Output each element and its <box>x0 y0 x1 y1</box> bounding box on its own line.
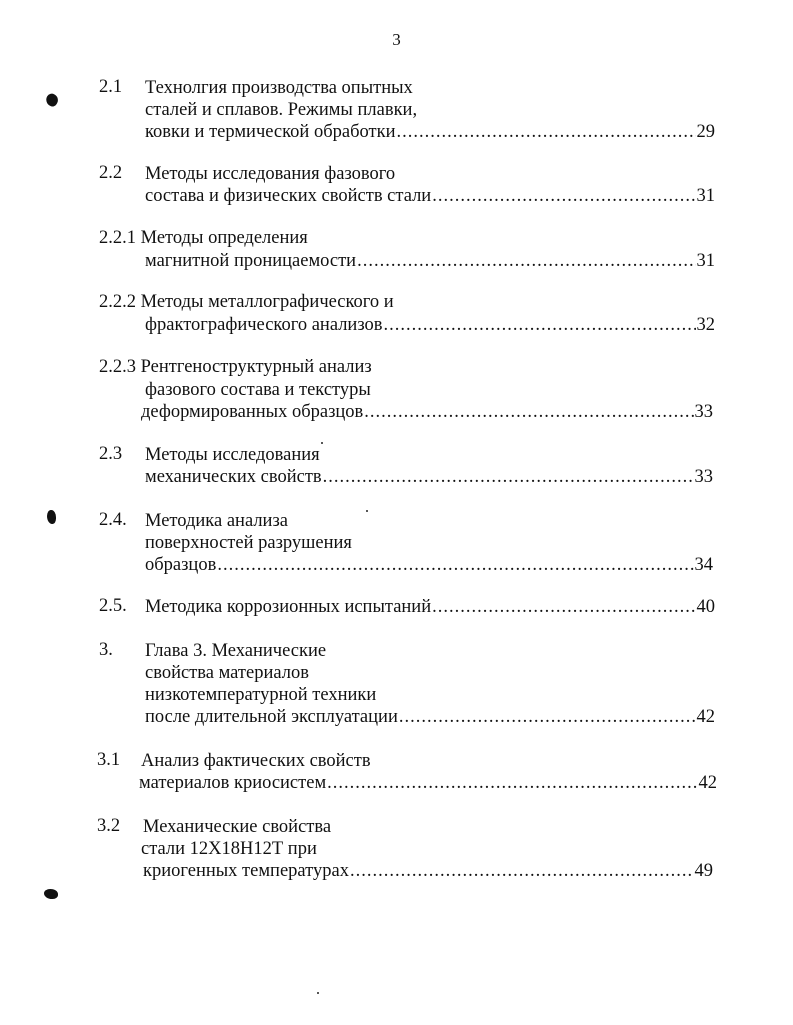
section-heading: 2.2.2 Методы металлографического и <box>99 292 394 312</box>
page-ref: 40 <box>696 597 715 617</box>
entry-title-line: Механические свойства <box>143 817 332 837</box>
entry-leader-line <box>145 466 713 488</box>
entry-title-last: фрактографического анализов <box>145 315 383 335</box>
entry-leader-line <box>145 185 715 207</box>
entry-title-last: Методика коррозионных испытаний <box>145 597 432 617</box>
section-number: 2.1 <box>99 77 123 97</box>
entry-title-last: состава и физических свойств стали <box>145 186 432 206</box>
entry-title-line: фазового состава и текстуры <box>145 380 371 400</box>
ink-blot <box>47 510 56 524</box>
page-number: 3 <box>392 30 401 49</box>
section-number: 2.5. <box>99 596 127 616</box>
entry-title-line: сталей и сплавов. Режимы плавки, <box>145 100 418 120</box>
entry-title-line: низкотемпературной техники <box>145 685 377 705</box>
entry-title-line: Методы исследования фазового <box>145 164 396 184</box>
entry-title-last: деформированных образцов <box>141 402 364 422</box>
dot-leader <box>384 314 696 336</box>
entry-title-last: механических свойств <box>145 467 322 487</box>
section-number: 3. <box>99 640 113 660</box>
entry-leader-line <box>145 121 715 143</box>
section-heading: 2.2.1 Методы определения <box>99 228 308 248</box>
ink-blot <box>44 889 58 899</box>
page-ref: 42 <box>698 773 717 793</box>
scan-speck <box>321 442 323 444</box>
dot-leader <box>432 185 695 207</box>
entry-title-last: образцов <box>145 555 217 575</box>
page-ref: 34 <box>694 555 713 575</box>
entry-title-last: после длительной эксплуатации <box>145 707 398 727</box>
page-ref: 33 <box>694 402 713 422</box>
dot-leader <box>350 860 694 882</box>
entry-title-line: свойства материалов <box>145 663 309 683</box>
section-number: 2.4. <box>99 510 127 530</box>
dot-leader <box>399 706 696 728</box>
entry-title-line: Методика анализа <box>145 511 288 531</box>
dot-leader <box>327 772 697 794</box>
entry-leader-line <box>145 706 715 728</box>
scan-speck <box>317 992 319 994</box>
dot-leader <box>217 554 693 576</box>
dot-leader <box>396 121 695 143</box>
page-ref: 31 <box>696 251 715 271</box>
entry-leader-line <box>143 860 713 882</box>
section-heading: 2.2.3 Рентгеноструктурный анализ <box>99 357 372 377</box>
page-ref: 42 <box>696 707 715 727</box>
entry-leader-line <box>145 596 715 618</box>
dot-leader <box>432 596 695 618</box>
entry-title-last: материалов криосистем <box>139 773 327 793</box>
entry-leader-line <box>145 314 715 336</box>
page-ref: 32 <box>696 315 715 335</box>
section-number: 2.2 <box>99 163 123 183</box>
entry-title-line: стали 12Х18Н12Т при <box>141 839 317 859</box>
page-ref: 33 <box>694 467 713 487</box>
entry-title-last: ковки и термической обработки <box>145 122 396 142</box>
section-number: 3.1 <box>97 750 121 770</box>
page-ref: 49 <box>694 861 713 881</box>
entry-leader-line <box>141 401 713 423</box>
entry-leader-line <box>139 772 717 794</box>
page-ref: 31 <box>696 186 715 206</box>
entry-title-line: поверхностей разрушения <box>145 533 352 553</box>
scan-speck <box>366 510 368 512</box>
entry-title-line: Технолгия производства опытных <box>145 78 413 98</box>
ink-blot <box>44 92 60 108</box>
section-number: 3.2 <box>97 816 121 836</box>
dot-leader <box>357 250 695 272</box>
entry-title-line: Глава 3. Механические <box>145 641 327 661</box>
page-ref: 29 <box>696 122 715 142</box>
entry-title-last: криогенных температурах <box>143 861 349 881</box>
entry-leader-line <box>145 250 715 272</box>
entry-title-line: Анализ фактических свойств <box>141 751 371 771</box>
section-number: 2.3 <box>99 444 123 464</box>
entry-leader-line <box>145 554 713 576</box>
entry-title-last: магнитной проницаемости <box>145 251 357 271</box>
dot-leader <box>323 466 694 488</box>
entry-title-line: Методы исследования <box>145 445 320 465</box>
dot-leader <box>364 401 693 423</box>
